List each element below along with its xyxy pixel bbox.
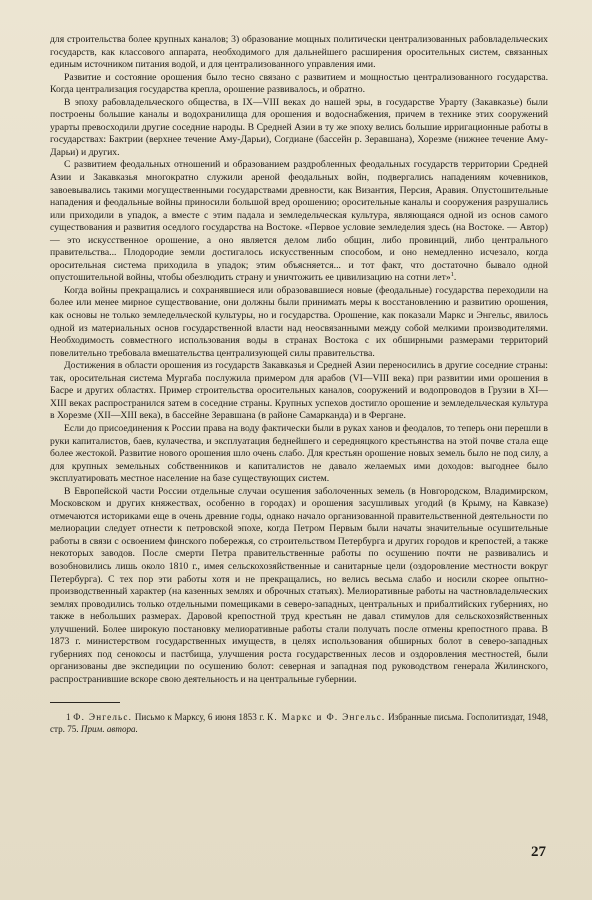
footnote-authors: К. Маркс и Ф. Энгельс. bbox=[267, 712, 386, 723]
footnote bbox=[50, 711, 548, 735]
footnote-number: 1 bbox=[66, 712, 71, 723]
body-text bbox=[50, 34, 548, 686]
footnote-note: Прим. автора. bbox=[80, 724, 138, 735]
paragraph: Развитие и состояние орошения было тесно связано с развитием и мощностью централизованного государства. Когда централизация государства крепла, орошение развивалось, и обратно. bbox=[50, 71, 548, 96]
footnote-divider bbox=[50, 702, 120, 703]
paragraph-with-quote: С развитием феодальных отношений и образованием раздробленных феодальных государств территории Средней Азии и Закавказья многократно служили ареной феодальных войн, подвергались нападениям кочевников, завоевывались такими могущественными государствами древности, как Византия, Персия, Аравия. Опустошительные нападения и феодальные войны приносили большой вред орошению; оросительные каналы и сооружения разрушались или приходили в упадок, а вместе с этим падала и земледельческая культура, являющаяся одной из основ самого существования и развития оседлого государства на Востоке. «Первое условие земледелия здесь (на Востоке. — Автор) — это искусственное орошение, а оно является делом либо общин, либо провинций, либо центрального правительства... Плодородие земли достигалось искусственным способом, и оно немедленно исчезало, когда оросительная система приходила в упадок; этим объясняется... и тот факт, что достаточно бывало одной опустошительной войны, чтобы обезлюдить страну и уничтожить ее цивилизацию на сотни лет»$^1$. bbox=[50, 159, 548, 284]
footnote-reference[interactable]: 1 bbox=[450, 271, 454, 279]
paragraph: для строительства более крупных каналов; 3) образование мощных политически централизованных рабовладельческих государств, как классового аппарата, необходимого для дальнейшего расширения оросительных систем, связанных единым источником питания водой, и для централизованного управления ими. bbox=[50, 34, 548, 71]
footnote-author: Ф. Энгельс. bbox=[73, 712, 133, 723]
paragraph: Если до присоединения к России права на воду фактически были в руках ханов и феодалов, то теперь они перешли в руки капиталистов, баев, кулачества, и эксплуатация беднейшего и середняцкого крестьянства на этой почве стала еще более жестокой. Развитие нового орошения шло очень слабо. Для крестьян орошение новых земель было не под силу, а для крупных земельных собственников и капиталистов не давало желаемых ими доходов: выгоднее было эксплуатировать местное население на базе существующих систем. bbox=[50, 422, 548, 485]
paragraph: Когда войны прекращались и сохранявшиеся или образовавшиеся новые (феодальные) государства переходили на более или менее мирное существование, они должны были принимать меры к восстановлению и развитию орошения, как основы не только земледельческой культуры, но и государства. Орошение, как показали Маркс и Энгельс, явилось одной из материальных основ государственной власти над неосвязанными между собой мелкими производителями. Необходимость совместного использования воды в странах Востока с их обширными размерами территорий повелительно требовала вмешательства централизующей силы правительства. bbox=[50, 284, 548, 359]
paragraph: В эпоху рабовладельческого общества, в IX—VIII веках до нашей эры, в государстве Урарту (Закавказье) были построены большие каналы и водохранилища для орошения и водоснабжения, причем в технике этих сооружений урарты превосходили другие соседние народы. В Средней Азии в ту же эпоху велись большие ирригационные работы в государствах: Бактрии (верхнее течение Аму-Дарьи), Согдиане (бассейн р. Зеравшана), Хорезме (нижнее течение Аму-Дарьи) и других. bbox=[50, 96, 548, 158]
footnote-source: Письмо к Марксу, 6 июня 1853 г. bbox=[134, 712, 265, 723]
paragraph: Достижения в области орошения из государств Закавказья и Средней Азии переносились в другие соседние страны: так, оросительная система Мургаба послужила примером для арабов (VI—VIII века) при развитии ими орошения в Басре и других областях. Пример строительства оросительных каналов, сооружений и водопроводов в Грузии в XI—XIII веках распространился затем в соседние страны. Крупных успехов достигло орошение и земледельческая культура в Хорезме (XII—XIII века), в бассейне Зеравшана (в районе Самарканда) и в Фергане. bbox=[50, 360, 548, 422]
paragraph-text: С развитием феодальных отношений и образованием раздробленных феодальных государств территории Средней Азии и Закавказья многократно служили ареной феодальных войн, подвергались нападениям кочевников, завоевывались такими могущественными государствами древности, как Византия, Персия, Аравия. Опустошительные нападения и феодальные войны приносили большой вред орошению; оросительные каналы и сооружения разрушались или приходили в упадок, а вместе с этим падала и земледельческая культура, являющаяся одной из основ самого существования и развития оседлого государства на Востоке. «Первое условие земледелия здесь (на Востоке. — Автор) — это искусственное орошение, а оно является делом либо общин, либо провинций, либо центрального правительства... Плодородие земли достигалось искусственным способом, и оно немедленно исчезало, когда оросительная система приходила в упадок; этим объясняется... и тот факт, что достаточно бывало одной опустошительной войны, чтобы обезлюдить страну и уничтожить ее цивилизацию на сотни лет» bbox=[50, 159, 548, 284]
footnote-publication: Избранные письма. Госполитиздат, 1948, стр. 75. bbox=[50, 712, 549, 735]
paragraph: В Европейской части России отдельные случаи осушения заболоченных земель (в Новгородском, Владимирском, Московском и других княжествах, особенно в городах) и орошения засушливых угодий (в Крыму, на Кавказе) отмечаются историками еще в очень древние годы, однако начало организованной правительственной деятельности по мелиорации следует отнести к петровской эпохе, когда Петром Первым были начаты значительные осушительные работы в связи с освоением финского побережья, со строительством Петербурга и других городов и крепостей, а также некоторых заводов. После смерти Петра правительственные работы по осушению почти не развивались и возобновились лишь около 1810 г., имея сельскохозяйственные и санитарные цели (оздоровление местности вокруг Петербурга). С тех пор эти работы хотя и не прекращались, но велись весьма слабо и носили скорее опытно-производственный характер (на казенных землях и оброчных статьях). Мелиоративные работы на частновладельческих землях проводились только отдельными помещиками в северо-западных, центральных и прибалтийских губерниях, но также в небольших размерах. Даровой крепостной труд крестьян не давал стимулов для сельскохозяйственных улучшений. Более широкую постановку мелиоративные работы стали получать после отмены крепостного права. В 1873 г. министерством государственных имуществ, в целях использования обширных болот в северо-западных губерниях под сенокосы и пастбища, улучшения роста государственных лесов и оздоровления местностей, были организованы две экспедиции по осушению болот: северная и западная под руководством генерала Жилинского, распространившие вскоре свою деятельность и на центральные губернии. bbox=[50, 485, 548, 685]
page-number: 27 bbox=[531, 844, 546, 860]
